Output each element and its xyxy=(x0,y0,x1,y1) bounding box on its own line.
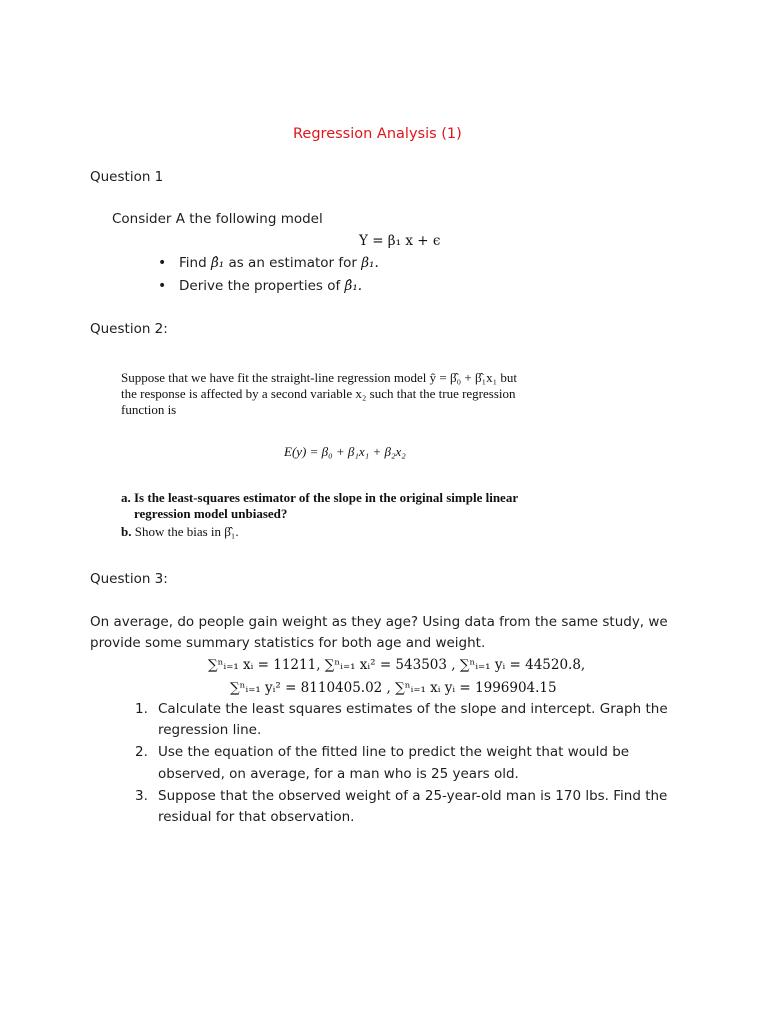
bullet-item xyxy=(158,255,166,271)
q2-part-b-label: b. xyxy=(121,524,132,539)
q3-stats-line-1: ∑ⁿᵢ₌₁ xᵢ = 11211, ∑ⁿᵢ₌₁ xᵢ² = 543503 , ∑ⁿᵢ₌₁ yᵢ = 44520.8, xyxy=(208,657,586,673)
q2-part-a-label: a. xyxy=(121,490,131,505)
q3-stats-line-2: ∑ⁿᵢ₌₁ yᵢ² = 8110405.02 , ∑ⁿᵢ₌₁ xᵢ yᵢ = 1996904.15 xyxy=(230,680,557,696)
bullet-text-1 xyxy=(179,255,379,271)
q2-part-a-cont: regression model unbiased? xyxy=(134,506,288,521)
list-item-line-1: Suppose that the observed weight of a 25-year-old man is 170 lbs. Find the xyxy=(158,788,668,804)
q2-line-2: the response is affected by a second variable x₂ such that the true regression xyxy=(121,386,516,401)
bullet-2-pre: Derive the properties of xyxy=(179,278,345,294)
q3-paragraph-line-2: provide some summary statistics for both age and weight. xyxy=(90,635,486,651)
bullet-1-pre: Find xyxy=(179,255,211,271)
bullet-2-hat: β̂₁. xyxy=(344,278,363,294)
list-item-line-1: Calculate the least squares estimates of the slope and intercept. Graph the xyxy=(158,701,668,717)
question-2-heading: Question 2: xyxy=(90,321,168,337)
list-item-line-2: observed, on average, for a man who is 25 years old. xyxy=(158,766,519,782)
list-item-number: 1. xyxy=(135,701,148,717)
q2-part-a-text: Is the least-squares estimator of the slope in the original simple linear xyxy=(130,490,519,505)
list-item-line-1: Use the equation of the fitted line to predict the weight that would be xyxy=(158,744,630,760)
bullet-text-2 xyxy=(179,278,362,294)
bullet-icon: • xyxy=(158,278,167,294)
q2-part-a xyxy=(121,490,518,506)
q3-paragraph-line-1: On average, do people gain weight as they age? Using data from the same study, we xyxy=(90,614,668,630)
q2-part-b-text: Show the bias in β̂₁. xyxy=(131,524,239,539)
question-1-intro: Consider A the following model xyxy=(112,211,323,227)
q2-part-b xyxy=(121,524,239,540)
bullet-icon: • xyxy=(158,255,167,271)
question-1-heading: Question 1 xyxy=(90,169,164,185)
bullet-item xyxy=(158,278,166,294)
bullet-1-mid: as an estimator for xyxy=(224,255,362,271)
model-equation: Y = β₁ x + ϵ xyxy=(359,233,441,249)
question-3-heading: Question 3: xyxy=(90,571,168,587)
list-item-line-2: regression line. xyxy=(158,722,262,738)
bullet-1-post: β₁. xyxy=(361,255,379,271)
bullet-1-hat: β̂₁ xyxy=(210,255,225,271)
q2-line-3: function is xyxy=(121,402,177,417)
list-item-number: 3. xyxy=(135,788,148,804)
list-item-number: 2. xyxy=(135,744,148,760)
page-title: Regression Analysis (1) xyxy=(293,126,462,142)
q2-line-1: Suppose that we have fit the straight-line regression model ŷ = β̂₀ + β̂₁x₁ but xyxy=(121,370,518,385)
q2-equation: E(y) = β₀ + β₁x₁ + β₂x₂ xyxy=(284,444,406,459)
list-item-line-2: residual for that observation. xyxy=(158,809,355,825)
